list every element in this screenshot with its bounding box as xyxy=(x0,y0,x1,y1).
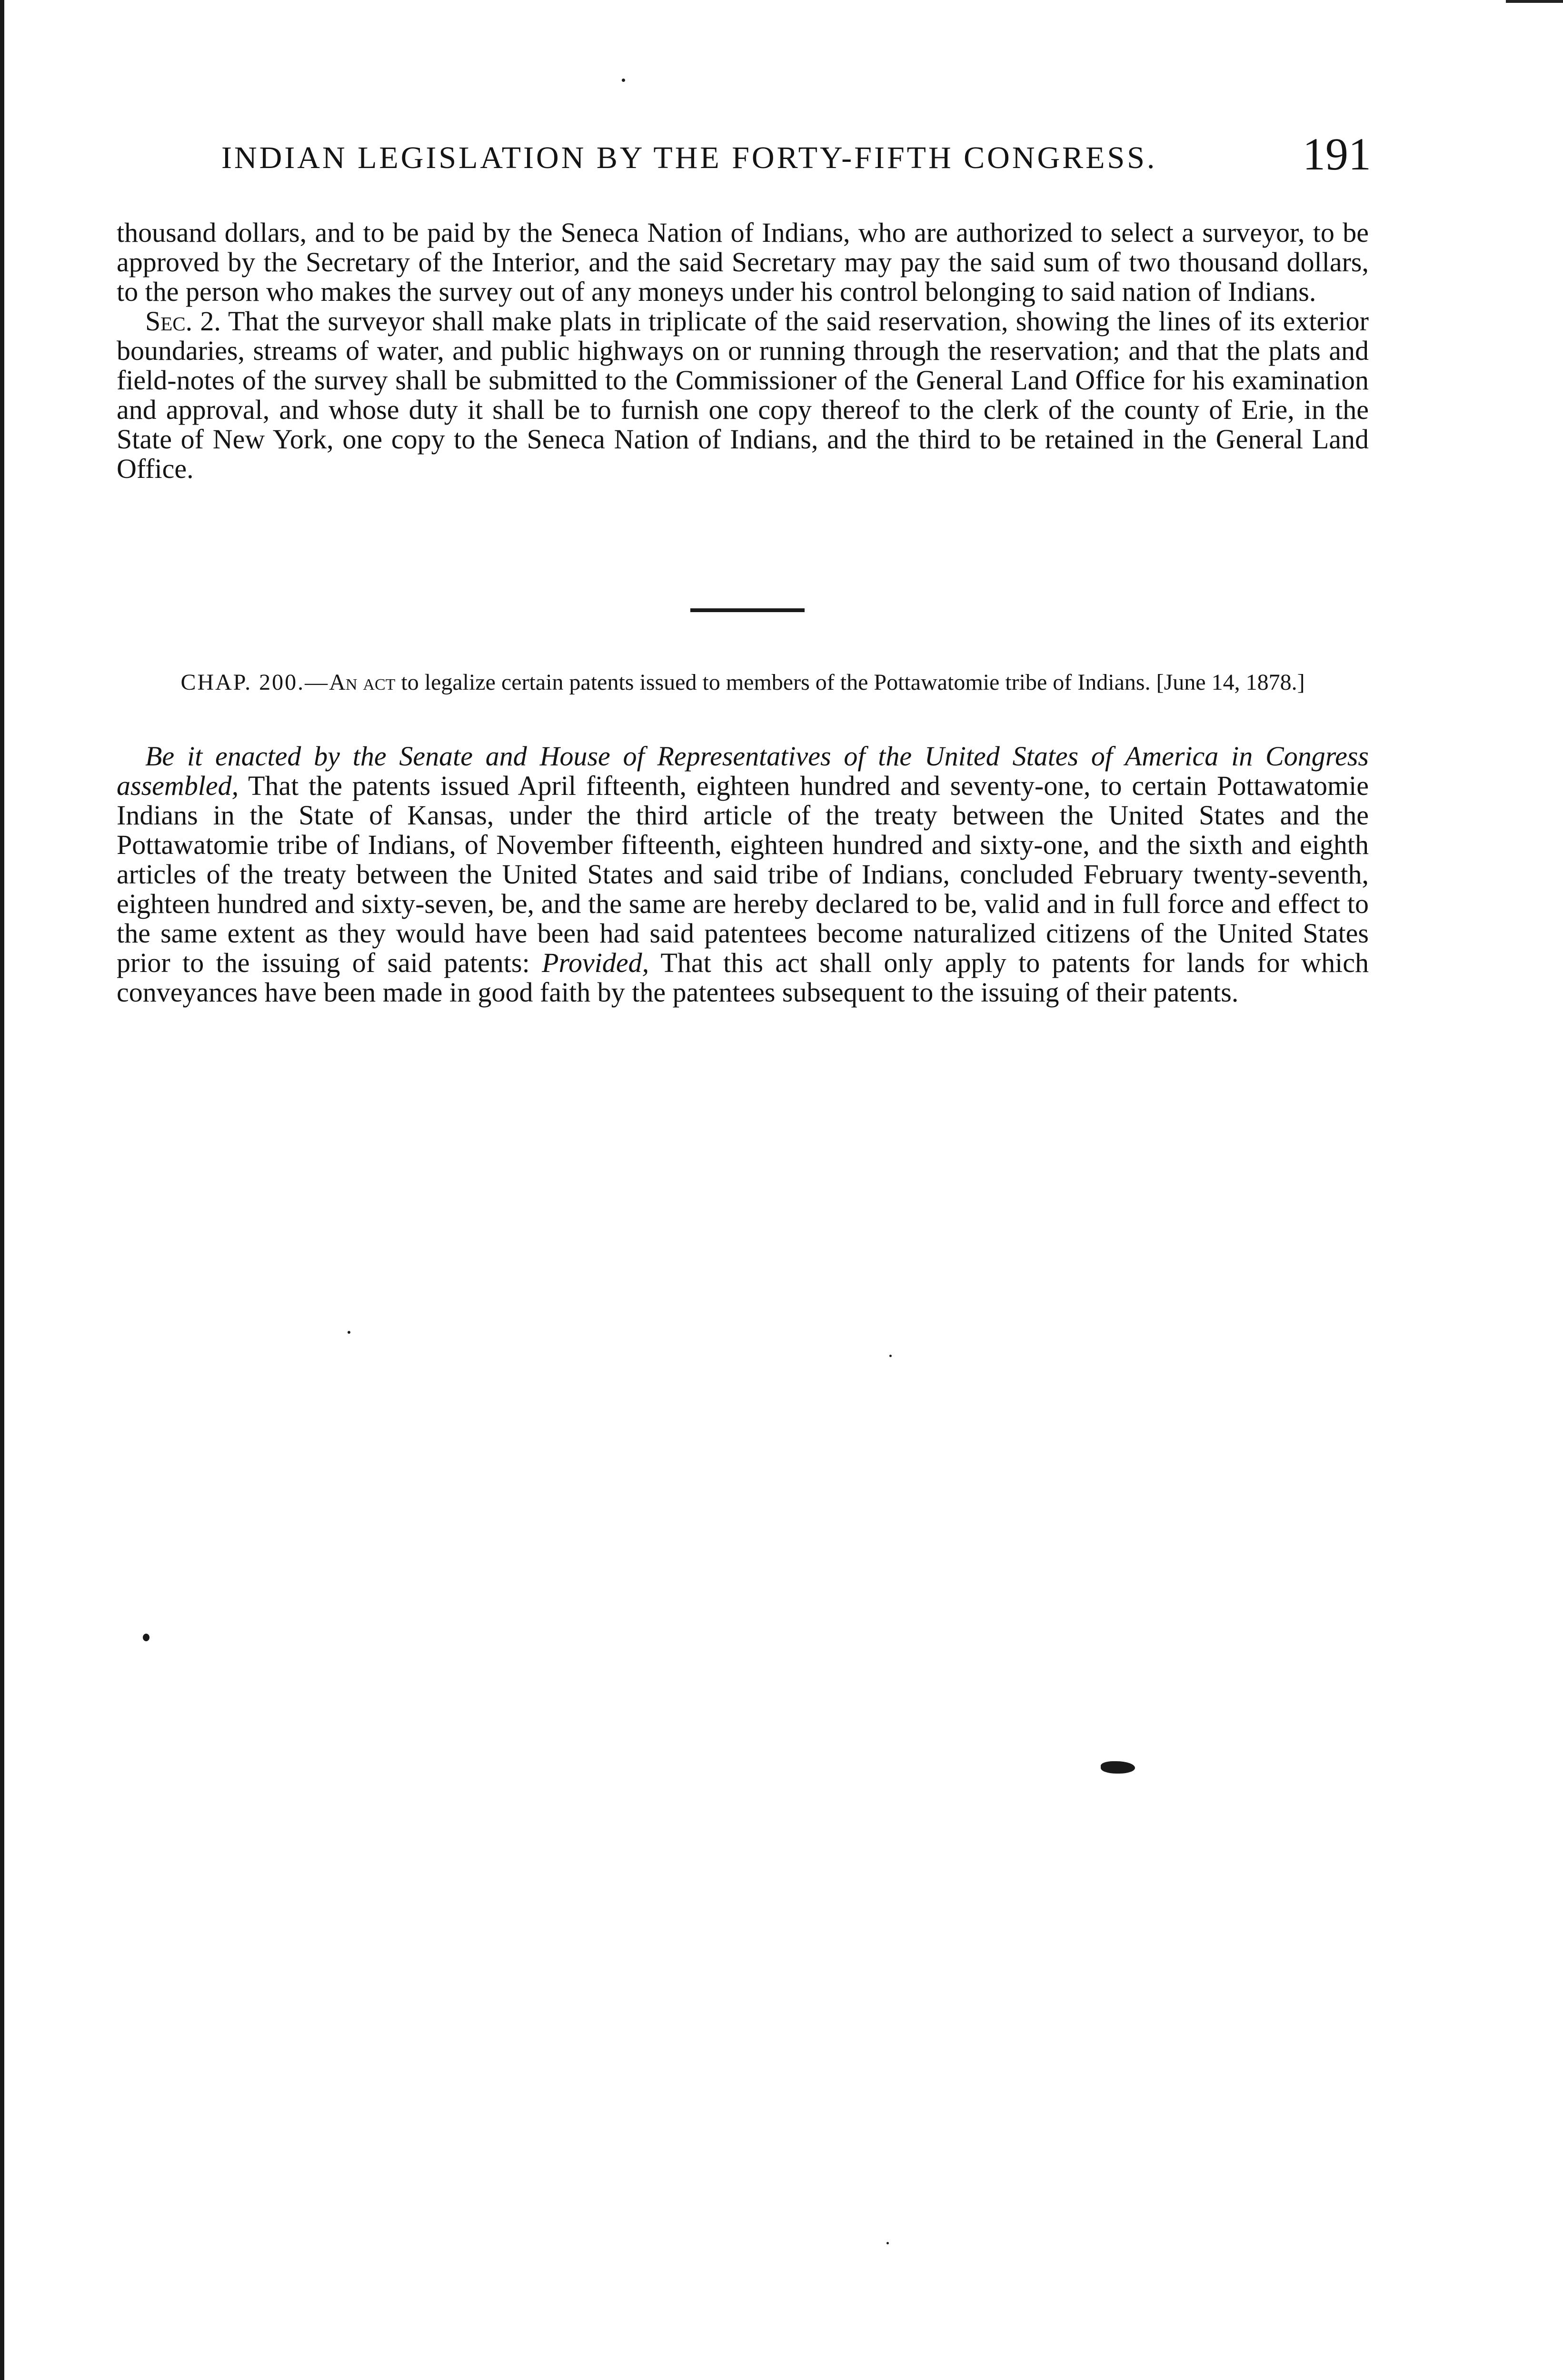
act-label: An act xyxy=(329,670,396,695)
scan-speck xyxy=(1101,1761,1135,1774)
scan-edge-top-right xyxy=(1506,0,1563,3)
chapter-date: [June 14, 1878.] xyxy=(1156,670,1305,695)
chapter-heading xyxy=(117,669,1369,696)
section-2-paragraph xyxy=(117,307,1369,484)
scan-speck xyxy=(886,2242,889,2244)
scan-speck xyxy=(889,1355,892,1357)
chapter-title: to legalize certain patents issued to members of the Pottawatomie tribe of Indians. xyxy=(401,670,1151,695)
section-1-text xyxy=(117,218,1369,484)
enactment-paragraph xyxy=(117,742,1369,1007)
scan-speck xyxy=(622,79,625,82)
continuation-text: thousand dollars, and to be paid by the Seneca Nation of Indians, who are authorized to select a surveyor, to be approved by the Secretary of the Interior, and the said Secretary may pay the said sum of two thousand dollars, to the person who makes the survey out of any moneys under his control belonging to said nation of Indians. xyxy=(117,217,1369,307)
section-2-text: That the surveyor shall make plats in triplicate of the said reservation, showing the lines of its exterior boundaries, streams of water, and public highways on or running through the reservation; and that the plats and field-notes of the survey shall be submitted to the Commissioner of the General Land Office for his examination and approval, and whose duty it shall be to furnish one copy thereof to the clerk of the county of Erie, in the State of New York, one copy to the Seneca Nation of Indians, and the third to be retained in the General Land Office. xyxy=(117,306,1369,484)
chapter-label: CHAP. 200.— xyxy=(180,670,329,695)
running-head xyxy=(114,128,1371,180)
enacting-clause: Be it enacted by the Senate and House of Representatives of the United States of America in Congress assembled, xyxy=(117,741,1369,801)
page-number: 191 xyxy=(1303,129,1371,179)
enactment-text-2: That this act shall only apply to patents for lands for which conveyances have been made in good faith by the patentees subsequent to the issuing of their patents. xyxy=(117,947,1369,1008)
running-title: INDIAN LEGISLATION BY THE FORTY-FIFTH CONGRESS. xyxy=(221,140,1157,175)
scan-speck xyxy=(143,1634,149,1641)
proviso-label: Provided, xyxy=(542,947,649,978)
continuation-paragraph xyxy=(117,218,1369,307)
enactment-text-1: That the patents issued April fifteenth, eighteen hundred and seventy-one, to certain Pottawatomie Indians in the State of Kansas, under the third article of the treaty between the United States and the Pottawatomie tribe of Indians, of November fifteenth, eighteen hundred and sixty-one, and the sixth and eighth articles of the treaty between the United States and said tribe of Indians, concluded February twenty-seventh, eighteen hundred and sixty-seven, be, and the same are hereby declared to be, valid and in full force and effect to the same extent as they would have been had said patentees become naturalized citizens of the United States prior to the issuing of said patents: xyxy=(117,770,1369,978)
section-divider-rule xyxy=(690,608,805,612)
scan-speck xyxy=(348,1331,350,1334)
chapter-200-text xyxy=(117,742,1369,1007)
section-2-label: Sec. 2. xyxy=(145,306,221,337)
scan-edge-left xyxy=(0,0,4,2380)
